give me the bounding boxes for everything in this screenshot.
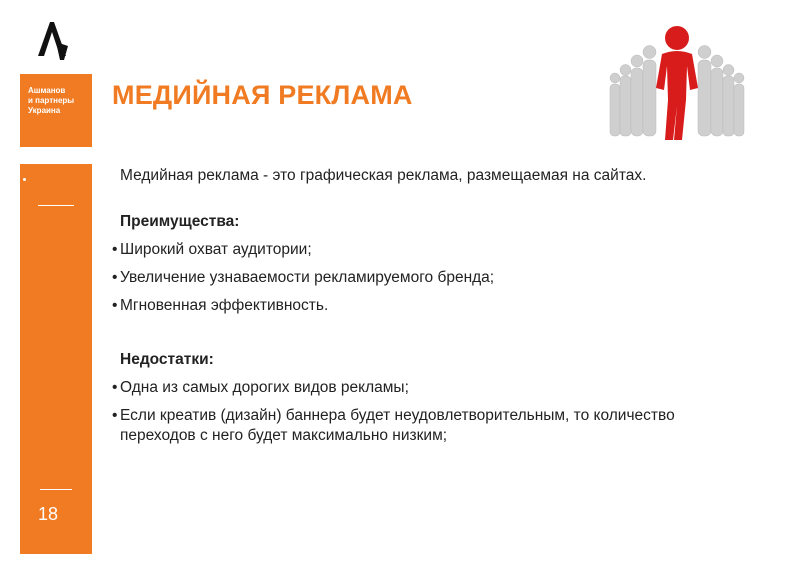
a-logo-icon <box>34 16 74 64</box>
brand-box <box>20 74 92 147</box>
disadvantages-list <box>112 378 732 446</box>
advantages-list <box>112 240 732 316</box>
list-item: • Широкий охват аудитории; <box>112 240 732 260</box>
intro-text: Медийная реклама - это графическая реклама, размещаемая на сайтах. <box>120 167 647 184</box>
disadvantages-heading: Недостатки: <box>120 351 214 368</box>
brand-line: Украина <box>28 106 61 115</box>
brand-line: Ашманов <box>28 86 66 95</box>
list-item: • Увеличение узнаваемости рекламируемого бренда; <box>112 268 732 288</box>
list-item: • Если креатив (дизайн) баннера будет неудовлетворительным, то количество переходов с него будет максимально низким; <box>112 406 732 446</box>
leader-crowd-illustration <box>606 14 748 146</box>
side-divider <box>38 205 74 206</box>
brand-line: и партнеры <box>28 96 75 105</box>
slide-content <box>112 166 732 454</box>
list-item: • Одна из самых дорогих видов рекламы; <box>112 378 732 398</box>
advantages-heading: Преимущества: <box>120 213 240 230</box>
side-dot <box>23 178 26 181</box>
slide-title: МЕДИЙНАЯ РЕКЛАМА <box>112 80 413 110</box>
list-item: • Мгновенная эффективность. <box>112 296 732 316</box>
side-bar <box>20 164 92 554</box>
leader-figure <box>656 26 698 140</box>
slide-number: 18 <box>38 504 59 524</box>
side-divider <box>40 489 72 490</box>
